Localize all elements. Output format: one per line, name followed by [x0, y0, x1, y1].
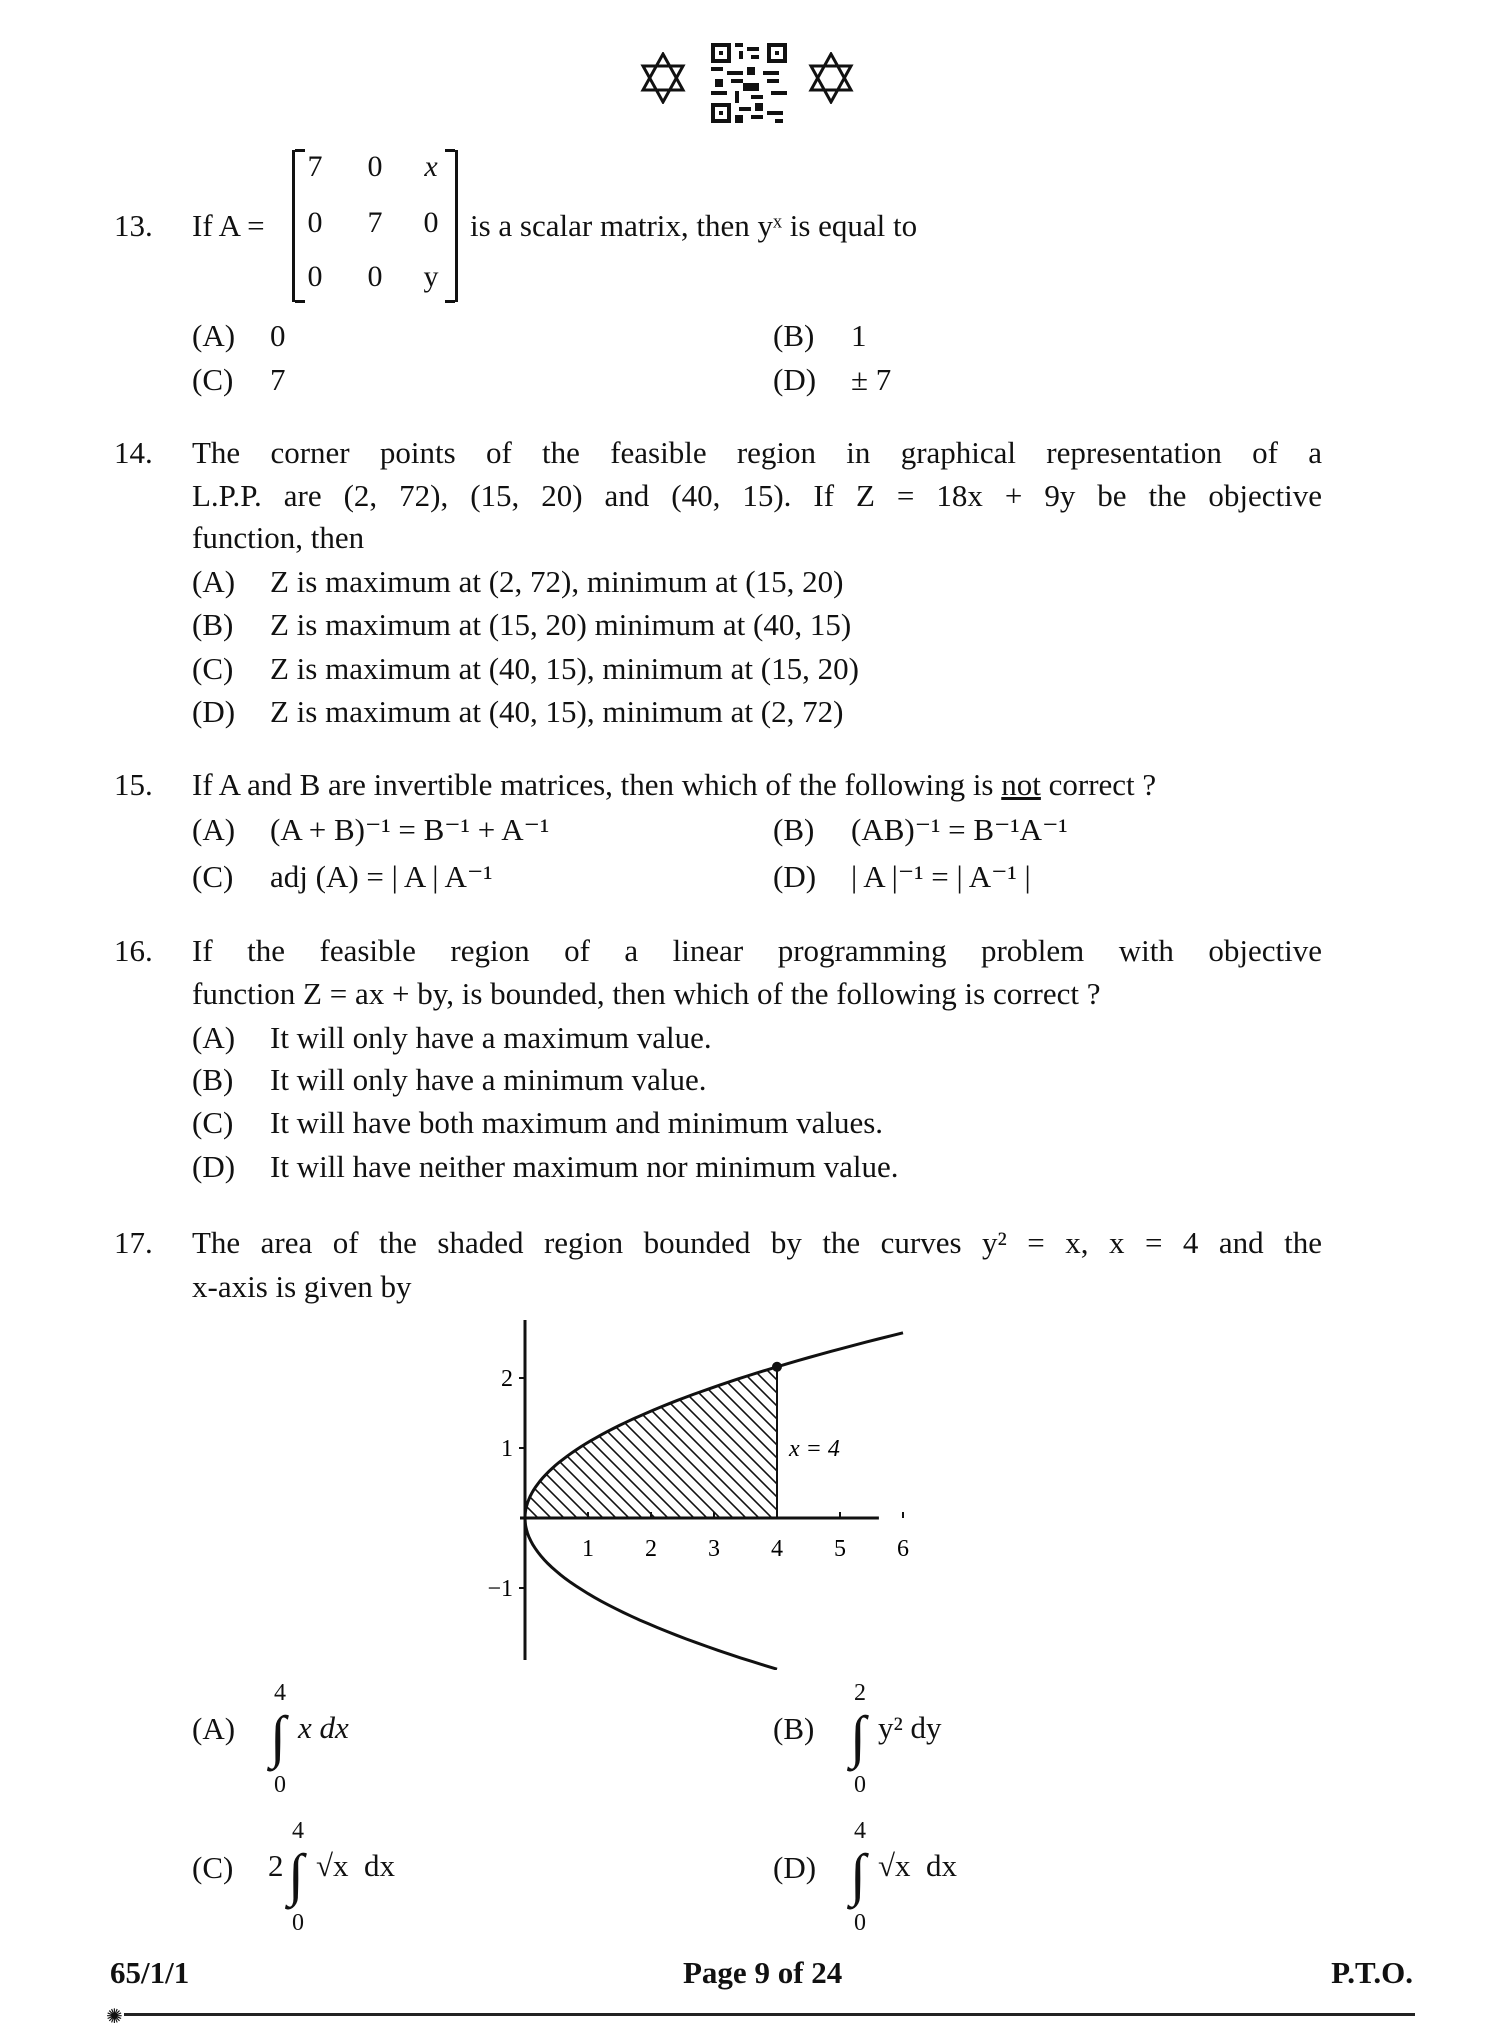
- hatch-line: [832, 1357, 980, 1527]
- hatch-line: [455, 1357, 625, 1527]
- hatch-line: [611, 1357, 781, 1527]
- option-label: (D): [192, 694, 236, 729]
- option-text: Z is maximum at (40, 15), minimum at (15, 20): [270, 651, 859, 686]
- footer-divider: [124, 2013, 1415, 2016]
- option-a[interactable]: [192, 316, 286, 356]
- hatch-line: [845, 1357, 980, 1527]
- integrand: y² dy: [878, 1710, 942, 1745]
- option-c[interactable]: [192, 857, 493, 897]
- shaded-region: [440, 1357, 980, 1527]
- integrand: √x dx: [316, 1848, 396, 1883]
- option-c[interactable]: [192, 649, 859, 689]
- option-label: (D): [773, 362, 817, 397]
- option-label: (C): [192, 651, 234, 686]
- parabola-upper-branch: [525, 1333, 903, 1518]
- x-tick-label: 5: [834, 1536, 846, 1562]
- coefficient: 2: [268, 1848, 284, 1883]
- hatch-line: [871, 1357, 980, 1527]
- option-text: It will have neither maximum nor minimum value.: [270, 1149, 899, 1184]
- option-label: (D): [773, 859, 817, 894]
- option-label[interactable]: (A): [192, 1711, 236, 1746]
- option-a[interactable]: [192, 810, 549, 850]
- option-d[interactable]: [192, 1147, 898, 1187]
- hatch-line: [858, 1357, 980, 1527]
- question-text-line: The area of the shaded region bounded by the curves y² = x, x = 4 and the: [192, 1225, 1322, 1260]
- hatch-line: [910, 1357, 980, 1527]
- hatch-line: [440, 1357, 547, 1527]
- x-tick-label: 6: [897, 1536, 909, 1562]
- option-text: 0: [270, 318, 286, 353]
- question-text-part: correct ?: [1040, 767, 1157, 802]
- hatch-line: [533, 1357, 703, 1527]
- matrix-cell: 0: [307, 260, 323, 293]
- integral-sign-icon: ∫: [850, 1842, 866, 1907]
- option-label[interactable]: (C): [192, 1850, 234, 1885]
- hatch-line: [598, 1357, 768, 1527]
- question-number: 17.: [114, 1225, 153, 1260]
- upper-limit: 4: [274, 1680, 286, 1706]
- matrix-a: [292, 150, 458, 302]
- option-text: 7: [270, 362, 286, 397]
- question-text-line: function, then: [192, 520, 365, 555]
- option-d[interactable]: [192, 692, 843, 732]
- hatch-line: [897, 1357, 980, 1527]
- option-label: (C): [192, 1105, 234, 1140]
- matrix-cell: 0: [367, 150, 383, 183]
- option-b[interactable]: [773, 316, 867, 356]
- option-b[interactable]: [192, 1060, 707, 1100]
- matrix-cell: 0: [307, 206, 323, 239]
- option-label: (B): [192, 1062, 234, 1097]
- option-label: (B): [773, 812, 815, 847]
- hatch-line: [884, 1357, 980, 1527]
- hatch-line: [572, 1357, 742, 1527]
- hatch-line: [440, 1357, 560, 1527]
- integral-sign-icon: ∫: [270, 1704, 286, 1769]
- question-text-part: If A and B are invertible matrices, then which of the following is: [192, 767, 1002, 802]
- integrand: x dx: [298, 1710, 349, 1745]
- x-tick-label: 4: [771, 1536, 783, 1562]
- option-b[interactable]: [773, 810, 1068, 850]
- upper-limit: 4: [854, 1818, 866, 1844]
- integral-sign-icon: ∫: [288, 1842, 304, 1907]
- hatch-line: [440, 1357, 586, 1527]
- option-d[interactable]: [773, 857, 1031, 897]
- option-text: It will have both maximum and minimum values.: [270, 1105, 884, 1140]
- option-label: (B): [192, 607, 234, 642]
- intersection-point: [772, 1362, 782, 1372]
- option-text: Z is maximum at (15, 20) minimum at (40, 15): [270, 607, 852, 642]
- option-text: Z is maximum at (40, 15), minimum at (2, 72): [270, 694, 844, 729]
- hatch-line: [624, 1357, 794, 1527]
- x-tick-label: 3: [708, 1536, 720, 1562]
- flower-icon: ✺: [106, 2006, 123, 2028]
- option-label[interactable]: (D): [773, 1850, 817, 1885]
- question-text-line: If the feasible region of a linear programming problem with objective: [192, 933, 1322, 968]
- question-text-line: The corner points of the feasible region in graphical representation of a: [192, 435, 1322, 470]
- hatch-line: [520, 1357, 690, 1527]
- y-tick-label: −1: [487, 1576, 513, 1602]
- option-label: (A): [192, 318, 236, 353]
- option-label[interactable]: (B): [773, 1711, 815, 1746]
- option-a[interactable]: [192, 1018, 712, 1058]
- pto-label: P.T.O.: [1331, 1955, 1413, 1990]
- hatch-line: [440, 1357, 495, 1527]
- option-label: (C): [192, 859, 234, 894]
- option-label: (B): [773, 318, 815, 353]
- option-text: | A |⁻¹ = | A⁻¹ |: [851, 859, 1031, 894]
- paper-code: 65/1/1: [110, 1955, 190, 1990]
- question-number: 13.: [114, 208, 153, 243]
- star-of-david-icon: [640, 52, 686, 104]
- question-text: If A =: [192, 208, 265, 243]
- hatch-line: [559, 1357, 729, 1527]
- upper-limit: 2: [854, 1680, 866, 1706]
- option-c[interactable]: [192, 1103, 883, 1143]
- hatch-line: [819, 1357, 980, 1527]
- lower-limit: 0: [292, 1910, 304, 1936]
- underlined-word: not: [1001, 767, 1041, 802]
- x-tick-label: 1: [582, 1536, 594, 1562]
- option-b[interactable]: [192, 605, 851, 645]
- y-tick-label: 2: [501, 1366, 513, 1392]
- page-number: Page 9 of 24: [683, 1955, 843, 1990]
- matrix-cell: 0: [423, 206, 439, 239]
- question-text-line: L.P.P. are (2, 72), (15, 20) and (40, 15). If Z = 18x + 9y be the objective: [192, 478, 1322, 513]
- option-text: (A + B)⁻¹ = B⁻¹ + A⁻¹: [270, 812, 550, 847]
- hatch-line: [507, 1357, 677, 1527]
- matrix-cell: 0: [367, 260, 383, 293]
- option-label: (A): [192, 1020, 236, 1055]
- question-number: 16.: [114, 933, 153, 968]
- option-text: It will only have a maximum value.: [270, 1020, 712, 1055]
- lower-limit: 0: [854, 1910, 866, 1936]
- option-label: (D): [192, 1149, 236, 1184]
- option-d[interactable]: [773, 360, 891, 400]
- y-tick-label: 1: [501, 1436, 513, 1462]
- hatch-line: [923, 1357, 980, 1527]
- star-of-david-icon: [808, 52, 854, 104]
- option-a[interactable]: [192, 562, 843, 602]
- integral-sign-icon: ∫: [850, 1704, 866, 1769]
- option-text: ± 7: [851, 362, 892, 397]
- question-text: [192, 765, 1156, 805]
- option-text: adj (A) = | A | A⁻¹: [270, 859, 493, 894]
- option-text: It will only have a minimum value.: [270, 1062, 707, 1097]
- option-label: (A): [192, 812, 236, 847]
- x-tick-label: 2: [645, 1536, 657, 1562]
- question-number: 15.: [114, 767, 153, 802]
- option-label: (A): [192, 564, 236, 599]
- option-text: Z is maximum at (2, 72), minimum at (15, 20): [270, 564, 844, 599]
- hatch-line: [637, 1357, 807, 1527]
- lower-limit: 0: [854, 1772, 866, 1798]
- qr-code-icon: [711, 43, 787, 123]
- option-text: (AB)⁻¹ = B⁻¹A⁻¹: [851, 812, 1068, 847]
- option-c[interactable]: [192, 360, 286, 400]
- hatch-line: [546, 1357, 716, 1527]
- question-text: is a scalar matrix, then yˣ is equal to: [470, 208, 918, 243]
- question-text-line: function Z = ax + by, is bounded, then which of the following is correct ?: [192, 976, 1101, 1011]
- matrix-cell: x: [424, 150, 438, 183]
- upper-limit: 4: [292, 1818, 304, 1844]
- hatch-line: [440, 1357, 508, 1527]
- option-label: (C): [192, 362, 234, 397]
- matrix-cell: 7: [367, 206, 383, 239]
- option-text: 1: [851, 318, 867, 353]
- matrix-cell: y: [423, 260, 439, 293]
- parabola-area-figure: [440, 1310, 980, 1670]
- lower-limit: 0: [274, 1772, 286, 1798]
- matrix-cell: 7: [307, 150, 323, 183]
- integrand: √x dx: [878, 1848, 958, 1883]
- question-number: 14.: [114, 435, 153, 470]
- hatch-line: [468, 1357, 638, 1527]
- hatch-line: [440, 1357, 534, 1527]
- line-label: x = 4: [789, 1436, 840, 1462]
- hatch-line: [494, 1357, 664, 1527]
- hatch-line: [440, 1357, 599, 1527]
- question-text-line: x-axis is given by: [192, 1269, 412, 1304]
